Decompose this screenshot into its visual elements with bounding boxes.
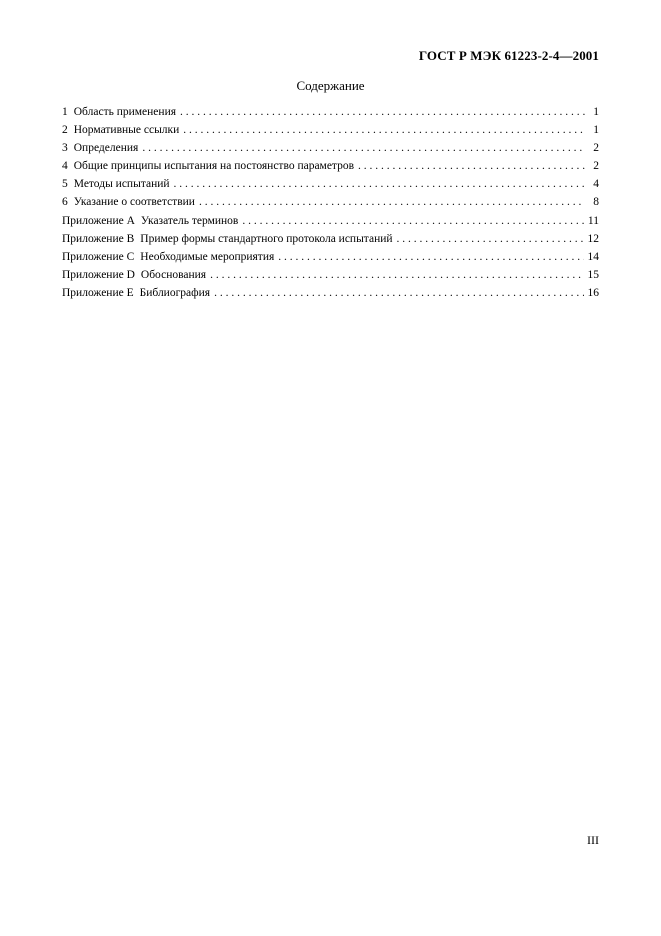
toc-appendix-number: Приложение D — [62, 268, 135, 281]
toc-appendix-number: Приложение В — [62, 232, 135, 245]
toc-item-label: Методы испытаний — [73, 178, 170, 191]
toc-leader-dots — [397, 230, 584, 248]
toc-item — [62, 139, 599, 157]
toc-item-page: 14 — [587, 250, 599, 263]
toc-leader-dots — [199, 193, 585, 211]
toc-leader-dots — [278, 248, 583, 266]
toc-appendix-item — [62, 284, 599, 302]
toc-item-page: 12 — [587, 232, 599, 245]
toc-item-label: Определения — [73, 142, 139, 155]
page-number: III — [587, 833, 599, 847]
toc-leader-dots — [358, 157, 585, 175]
toc-item-number: 4 — [62, 160, 68, 173]
toc-leader-dots — [174, 175, 585, 193]
toc-item-page: 4 — [593, 178, 599, 191]
document-code: ГОСТ Р МЭК 61223-2-4—2001 — [418, 48, 599, 63]
toc-item-label: Нормативные ссылки — [73, 124, 180, 137]
toc-item-number: 1 — [62, 106, 68, 118]
toc-item-page: 8 — [593, 196, 599, 209]
toc-item — [62, 121, 599, 139]
toc-item-number: 3 — [62, 142, 68, 155]
toc-appendix-number: Приложение С — [62, 250, 135, 263]
toc-leader-dots — [210, 266, 583, 284]
toc-item-number: 2 — [62, 124, 68, 137]
toc-appendix-number: Приложение А — [62, 214, 135, 227]
toc-item-page: 1 — [593, 124, 599, 137]
toc-item-page: 1 — [593, 106, 599, 118]
toc-item-label: Обоснования — [140, 268, 207, 281]
toc-item-label: Область применения — [73, 106, 177, 118]
toc-leader-dots — [142, 139, 585, 157]
toc-item-page: 2 — [593, 142, 599, 155]
toc-appendix-item — [62, 266, 599, 284]
toc-appendix-item — [62, 248, 599, 266]
toc-appendix-item — [62, 230, 599, 248]
toc-leader-dots — [214, 284, 583, 302]
toc-item-number: 6 — [62, 196, 68, 209]
toc-item-label: Общие принципы испытания на постоянство параметров — [73, 160, 355, 173]
toc-item-page: 11 — [587, 214, 599, 227]
toc-item-label: Указатель терминов — [140, 214, 239, 227]
toc-item-label: Библиография — [139, 286, 211, 299]
toc-item-label: Необходимые мероприятия — [140, 250, 275, 263]
table-of-contents — [62, 103, 599, 302]
toc-title: Содержание — [296, 78, 365, 93]
toc-item-label: Указание о соответствии — [73, 196, 195, 209]
toc-item — [62, 157, 599, 175]
toc-item — [62, 175, 599, 193]
toc-leader-dots — [180, 103, 585, 121]
toc-item — [62, 103, 599, 121]
toc-leader-dots — [183, 121, 585, 139]
toc-item-page: 16 — [587, 286, 599, 299]
toc-appendix-number: Приложение Е — [62, 286, 134, 299]
toc-item-label: Пример формы стандартного протокола испытаний — [140, 232, 393, 245]
toc-appendix-item — [62, 212, 599, 230]
toc-leader-dots — [242, 212, 584, 230]
toc-item-page: 2 — [593, 160, 599, 173]
toc-item — [62, 193, 599, 211]
toc-item-page: 15 — [587, 268, 599, 281]
toc-item-number: 5 — [62, 178, 68, 191]
